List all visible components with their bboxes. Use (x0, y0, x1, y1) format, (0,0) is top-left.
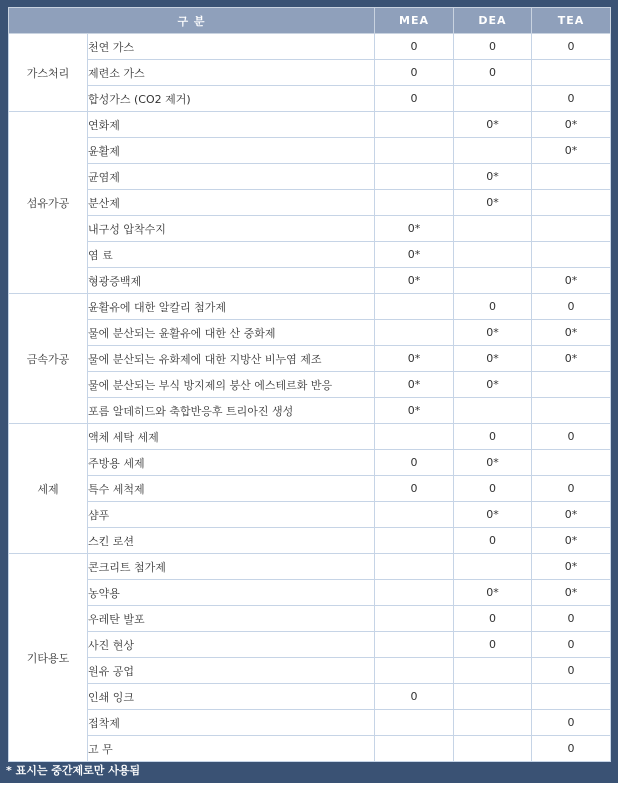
tea-cell: 0 (532, 86, 611, 112)
tea-cell (532, 164, 611, 190)
usage-cell: 고 무 (88, 736, 375, 762)
category-cell: 기타용도 (9, 554, 88, 762)
usage-cell: 농약용 (88, 580, 375, 606)
dea-cell: 0* (454, 112, 532, 138)
tea-cell: 0* (532, 268, 611, 294)
mea-cell (375, 138, 454, 164)
table-row (9, 138, 611, 164)
table-row (9, 476, 611, 502)
dea-cell: 0 (454, 34, 532, 60)
tea-cell (532, 216, 611, 242)
table-row (9, 606, 611, 632)
dea-cell (454, 216, 532, 242)
dea-cell: 0* (454, 372, 532, 398)
mea-cell (375, 320, 454, 346)
tea-cell (532, 190, 611, 216)
table-row (9, 658, 611, 684)
header-category: 구 분 (9, 8, 375, 34)
tea-cell: 0* (532, 138, 611, 164)
dea-cell: 0 (454, 606, 532, 632)
mea-cell (375, 502, 454, 528)
dea-cell (454, 684, 532, 710)
table-row (9, 34, 611, 60)
dea-cell: 0* (454, 190, 532, 216)
dea-cell: 0* (454, 346, 532, 372)
mea-cell (375, 164, 454, 190)
tea-cell: 0* (532, 320, 611, 346)
table-row (9, 684, 611, 710)
usage-cell: 물에 분산되는 윤활유에 대한 산 중화제 (88, 320, 375, 346)
usage-cell: 콘크리트 첨가제 (88, 554, 375, 580)
table-row (9, 60, 611, 86)
usage-cell: 원유 공업 (88, 658, 375, 684)
usage-cell: 인쇄 잉크 (88, 684, 375, 710)
usage-cell: 특수 세척제 (88, 476, 375, 502)
usage-cell: 샴푸 (88, 502, 375, 528)
table-row (9, 398, 611, 424)
mea-cell: 0* (375, 216, 454, 242)
table-row (9, 554, 611, 580)
tea-cell: 0 (532, 658, 611, 684)
tea-cell: 0 (532, 710, 611, 736)
dea-cell: 0 (454, 60, 532, 86)
dea-cell: 0 (454, 424, 532, 450)
usage-cell: 포름 알데히드와 축합반응후 트리아진 생성 (88, 398, 375, 424)
table-row (9, 528, 611, 554)
tea-cell: 0 (532, 632, 611, 658)
mea-cell (375, 190, 454, 216)
usage-cell: 합성가스 (CO2 제거) (88, 86, 375, 112)
table-row (9, 580, 611, 606)
table-row (9, 632, 611, 658)
table-row (9, 190, 611, 216)
footnote: * 표시는 중간제로만 사용됨 (6, 764, 141, 777)
mea-cell: 0 (375, 476, 454, 502)
mea-cell (375, 112, 454, 138)
category-cell: 금속가공 (9, 294, 88, 424)
header-tea: TEA (532, 8, 611, 34)
table-row (9, 242, 611, 268)
table-row (9, 450, 611, 476)
mea-cell: 0* (375, 372, 454, 398)
tea-cell: 0* (532, 112, 611, 138)
usage-cell: 윤활유에 대한 알칼리 첨가제 (88, 294, 375, 320)
dea-cell: 0 (454, 476, 532, 502)
table-row (9, 164, 611, 190)
tea-cell: 0* (532, 580, 611, 606)
mea-cell (375, 658, 454, 684)
dea-cell (454, 242, 532, 268)
usage-cell: 사진 현상 (88, 632, 375, 658)
mea-cell: 0 (375, 86, 454, 112)
tea-cell (532, 450, 611, 476)
header-dea: DEA (454, 8, 532, 34)
dea-cell: 0* (454, 580, 532, 606)
dea-cell (454, 710, 532, 736)
table-row (9, 346, 611, 372)
usage-cell: 연화제 (88, 112, 375, 138)
mea-cell (375, 424, 454, 450)
mea-cell: 0 (375, 60, 454, 86)
tea-cell (532, 684, 611, 710)
category-cell: 세제 (9, 424, 88, 554)
dea-cell: 0* (454, 320, 532, 346)
tea-cell: 0 (532, 476, 611, 502)
amine-usage-table (8, 7, 611, 762)
tea-cell: 0* (532, 554, 611, 580)
table-row (9, 294, 611, 320)
table-row (9, 268, 611, 294)
usage-cell: 주방용 세제 (88, 450, 375, 476)
tea-cell: 0* (532, 346, 611, 372)
mea-cell (375, 554, 454, 580)
tea-cell: 0 (532, 736, 611, 762)
dea-cell: 0* (454, 450, 532, 476)
usage-cell: 접착제 (88, 710, 375, 736)
usage-cell: 제련소 가스 (88, 60, 375, 86)
mea-cell (375, 606, 454, 632)
dea-cell: 0 (454, 294, 532, 320)
usage-cell: 물에 분산되는 유화제에 대한 지방산 비누염 제조 (88, 346, 375, 372)
category-cell: 섬유가공 (9, 112, 88, 294)
usage-cell: 윤활제 (88, 138, 375, 164)
mea-cell: 0* (375, 268, 454, 294)
tea-cell: 0 (532, 606, 611, 632)
usage-cell: 스킨 로션 (88, 528, 375, 554)
table-row (9, 86, 611, 112)
mea-cell: 0* (375, 346, 454, 372)
tea-cell (532, 372, 611, 398)
usage-cell: 형광증백제 (88, 268, 375, 294)
table-row (9, 216, 611, 242)
tea-cell: 0* (532, 502, 611, 528)
usage-cell: 물에 분산되는 부식 방지제의 붕산 에스테르화 반응 (88, 372, 375, 398)
dea-cell (454, 268, 532, 294)
table-row (9, 112, 611, 138)
dea-cell (454, 398, 532, 424)
dea-cell: 0* (454, 164, 532, 190)
usage-cell: 우레탄 발포 (88, 606, 375, 632)
dea-cell (454, 736, 532, 762)
mea-cell (375, 294, 454, 320)
mea-cell (375, 528, 454, 554)
usage-cell: 액체 세탁 세제 (88, 424, 375, 450)
dea-cell (454, 86, 532, 112)
table-row (9, 372, 611, 398)
usage-cell: 균염제 (88, 164, 375, 190)
mea-cell: 0 (375, 450, 454, 476)
table-row (9, 320, 611, 346)
table-row (9, 736, 611, 762)
dea-cell (454, 658, 532, 684)
mea-cell: 0* (375, 242, 454, 268)
usage-cell: 분산제 (88, 190, 375, 216)
tea-cell: 0 (532, 34, 611, 60)
usage-cell: 천연 가스 (88, 34, 375, 60)
dea-cell: 0 (454, 632, 532, 658)
table-row (9, 710, 611, 736)
dea-cell (454, 138, 532, 164)
mea-cell (375, 580, 454, 606)
tea-cell: 0 (532, 294, 611, 320)
mea-cell: 0 (375, 684, 454, 710)
dea-cell: 0* (454, 502, 532, 528)
table-row (9, 502, 611, 528)
table-row (9, 424, 611, 450)
mea-cell: 0 (375, 34, 454, 60)
mea-cell (375, 736, 454, 762)
mea-cell: 0* (375, 398, 454, 424)
header-row (9, 8, 611, 34)
mea-cell (375, 710, 454, 736)
tea-cell: 0 (532, 424, 611, 450)
mea-cell (375, 632, 454, 658)
tea-cell (532, 398, 611, 424)
tea-cell: 0* (532, 528, 611, 554)
usage-cell: 내구성 압착수지 (88, 216, 375, 242)
header-mea: MEA (375, 8, 454, 34)
dea-cell: 0 (454, 528, 532, 554)
usage-cell: 염 료 (88, 242, 375, 268)
tea-cell (532, 242, 611, 268)
dea-cell (454, 554, 532, 580)
category-cell: 가스처리 (9, 34, 88, 112)
tea-cell (532, 60, 611, 86)
